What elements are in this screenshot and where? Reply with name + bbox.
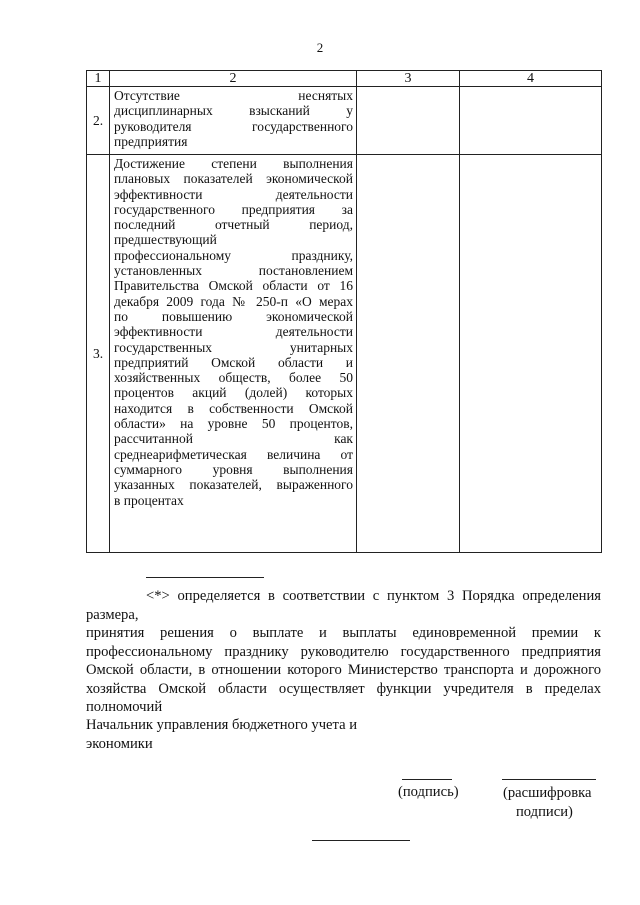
text-line: рассчитанной как [114,431,353,447]
text-line: принятия решения о выплате и выплаты единовременной премии к [86,625,601,641]
text-line: полномочий [86,699,163,715]
text-line: указанных показателей, выраженного [114,477,353,493]
text-line: Правительства Омской области от 16 [114,278,353,294]
text-line: суммарного уровня выполнения [114,461,353,477]
value-cell-col3 [357,87,460,155]
text-line: последний отчетный период, [114,217,353,233]
text-line: предприятия [114,133,188,149]
criterion-text [110,155,357,553]
text-line: профессиональному празднику, [114,247,353,263]
text-line: государственных унитарных [114,339,353,355]
signatory-position [86,716,376,754]
text-line: предприятий Омской области и [114,354,353,370]
text-line: процентов акций (долей) которых [114,385,353,401]
page-number: 2 [316,40,324,55]
text-line: по повышению экономической [114,308,353,324]
value-cell-col3 [357,155,460,553]
text-line: в процентах [114,492,184,508]
text-line: среднеарифметическая величина от [114,446,353,462]
text-line: хозяйства Омской области осуществляет функции учредителя в пределах [86,680,601,697]
text-line: плановых показателей экономической [114,171,353,187]
text-line: Отсутствие неснятых [114,88,353,103]
bottom-rule [312,840,410,841]
decode-label-line: подписи) [516,804,573,820]
value-cell-col4 [460,87,602,155]
text-line: предшествующий [114,232,217,248]
value-cell-col4 [460,155,602,553]
text-line: государственного предприятия за [114,201,353,217]
row-number: 3. [87,155,110,553]
table-row [87,87,602,155]
decode-line [502,779,596,780]
text-line: декабря 2009 года № 250-п «О мерах [114,293,353,309]
position-line: Начальник управления бюджетного учета и [86,717,358,733]
text-line: хозяйственных обществ, более 50 [114,370,353,386]
signature-line [402,779,452,780]
table-header-row [87,71,602,87]
footnote [86,587,601,717]
text-line: установленных постановлением [114,263,353,279]
text-line: руководителя государственного [114,118,353,134]
text-line: Достижение степени выполнения [114,156,353,171]
text-line: эффективности деятельности [114,186,353,202]
text-line: <*> определяется в соответствии с пунктом 3 Порядка определения размера, [86,588,601,623]
criteria-table [86,70,602,553]
header-cell-3: 3 [357,71,460,87]
header-cell-1: 1 [87,71,110,87]
signature-label: (подпись) [398,784,459,800]
text-line: эффективности деятельности [114,324,353,340]
header-cell-2: 2 [110,71,357,87]
criterion-text [110,87,357,155]
header-cell-4: 4 [460,71,602,87]
text-line: профессиональному празднику руководителю государственного предприятия [86,643,601,660]
text-line: Омской области, в отношении которого Министерство транспорта и дорожного [86,662,601,678]
text-line: находится в собственности Омской [114,400,353,416]
decode-label-line: (расшифровка [503,785,592,801]
text-line: области» на уровне 50 процентов, [114,416,353,432]
position-line: экономики [86,736,153,752]
footnote-separator [146,577,264,578]
row-number: 2. [87,87,110,155]
table-row [87,155,602,553]
decode-label [503,784,603,822]
text-line: дисциплинарных взысканий у [114,103,353,119]
